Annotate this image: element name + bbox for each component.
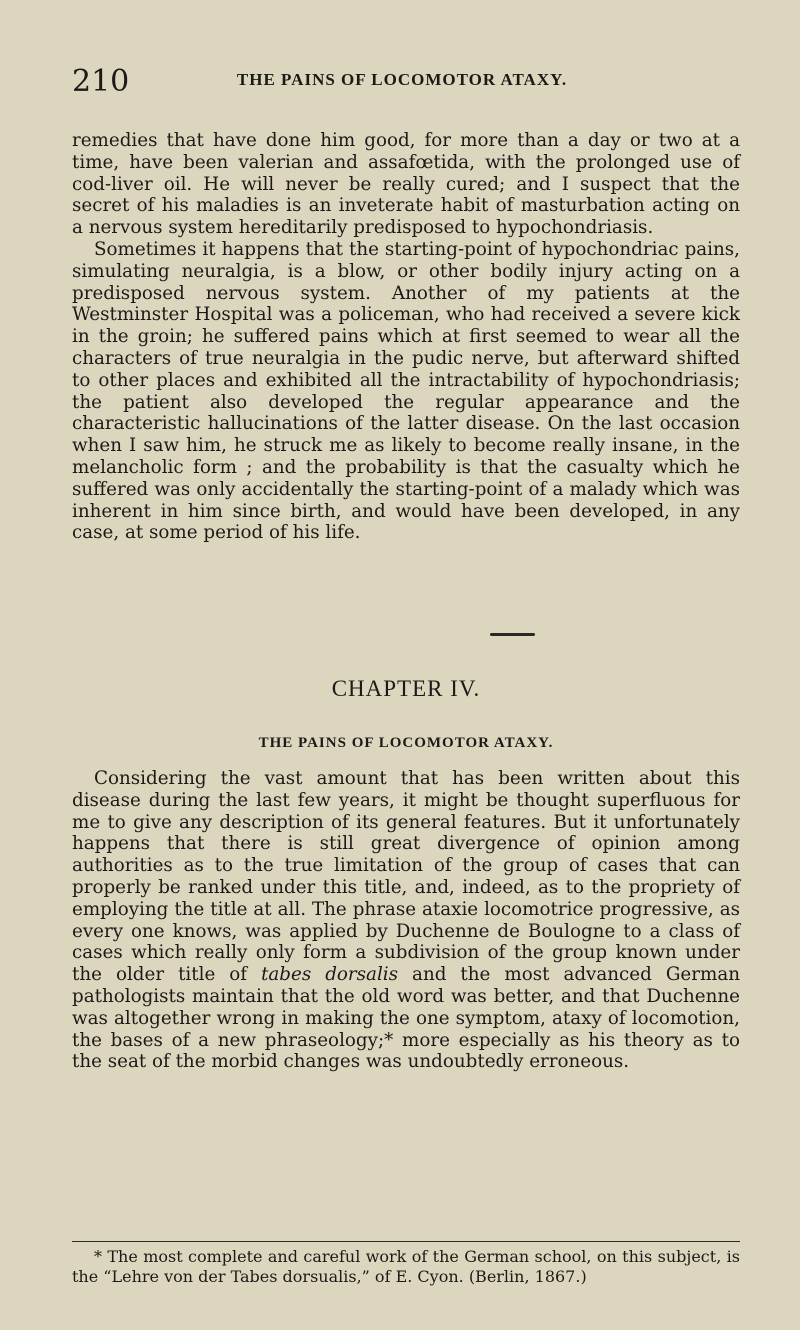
chapter-opening-paragraph: [72, 768, 740, 1073]
paragraph-policeman-case: Sometimes it happens that the starting-point of hypochondriac pains, simulating neuralgia, is a blow, or other bodily injury acting on a predisposed nervous system. Another of my patients at the Westminster Hospital was a policeman, who had received a severe kick in the groin; he suffered pains which at first seemed to wear all the characters of true neuralgia in the pudic nerve, but afterward shifted to other places and exhibited all the intractability of hypochondriasis; the patient also developed the regular appearance and the characteristic hallucinations of the latter disease. On the last occasion when I saw him, he struck me as likely to become really insane, in the melancholic form ; and the probability is that the casualty which he suffered was only accidentally the starting-point of a malady which was inherent in him since birth, and would have been developed, in any case, at some period of his life.: [72, 238, 740, 544]
chapter-paragraph-part1: Considering the vast amount that has been written about this disease during the last few years, it might be thought superfluous for me to give any description of its general features. But it unfortunately happens that there is still great divergence of opinion among authorities as to the true limitation of the group of cases that can properly be ranked under this title, and, indeed, as to the propriety of employing the title at all. The phrase ataxie locomotrice progressive, as every one knows, was applied by Duchenne de Boulogne to a class of cases which really only form a subdivision of the group known under the older title of: [72, 768, 740, 986]
running-title: THE PAINS OF LOCOMOTOR ATAXY.: [236, 70, 568, 89]
text-block-before-chapter: [72, 130, 740, 544]
page-number: 210: [72, 64, 130, 99]
footnote: * The most complete and careful work of the German school, on this subject, is the “Lehre von der Tabes dorsualis,” of E. Cyon. (Berlin, 1867.): [72, 1247, 740, 1286]
section-ornament: [490, 633, 535, 636]
paragraph-continued: remedies that have done him good, for more than a day or two at a time, have been valerian and assafœtida, with the prolonged use of cod-liver oil. He will never be really cured; and I suspect that the secret of his maladies is an inveterate habit of masturbation acting on a nervous system hereditarily predisposed to hypochondriasis.: [72, 130, 740, 239]
chapter-text-block: [72, 768, 740, 1073]
chapter-subtitle: THE PAINS OF LOCOMOTOR ATAXY.: [258, 735, 554, 751]
footnote-divider: [72, 1241, 740, 1242]
chapter-title: CHAPTER IV.: [331, 676, 481, 701]
running-head: [72, 62, 732, 102]
chapter-paragraph-part2: and the most advanced German pathologists maintain that the old word was better, and that Duchenne was altogether wrong in making the one symptom, ataxy of locomotion, the bases of a new phraseology;* more especially as his theory as to the seat of the morbid changes was undoubtedly erroneous.: [72, 964, 740, 1073]
chapter-paragraph-italic: tabes dorsalis: [261, 964, 399, 986]
